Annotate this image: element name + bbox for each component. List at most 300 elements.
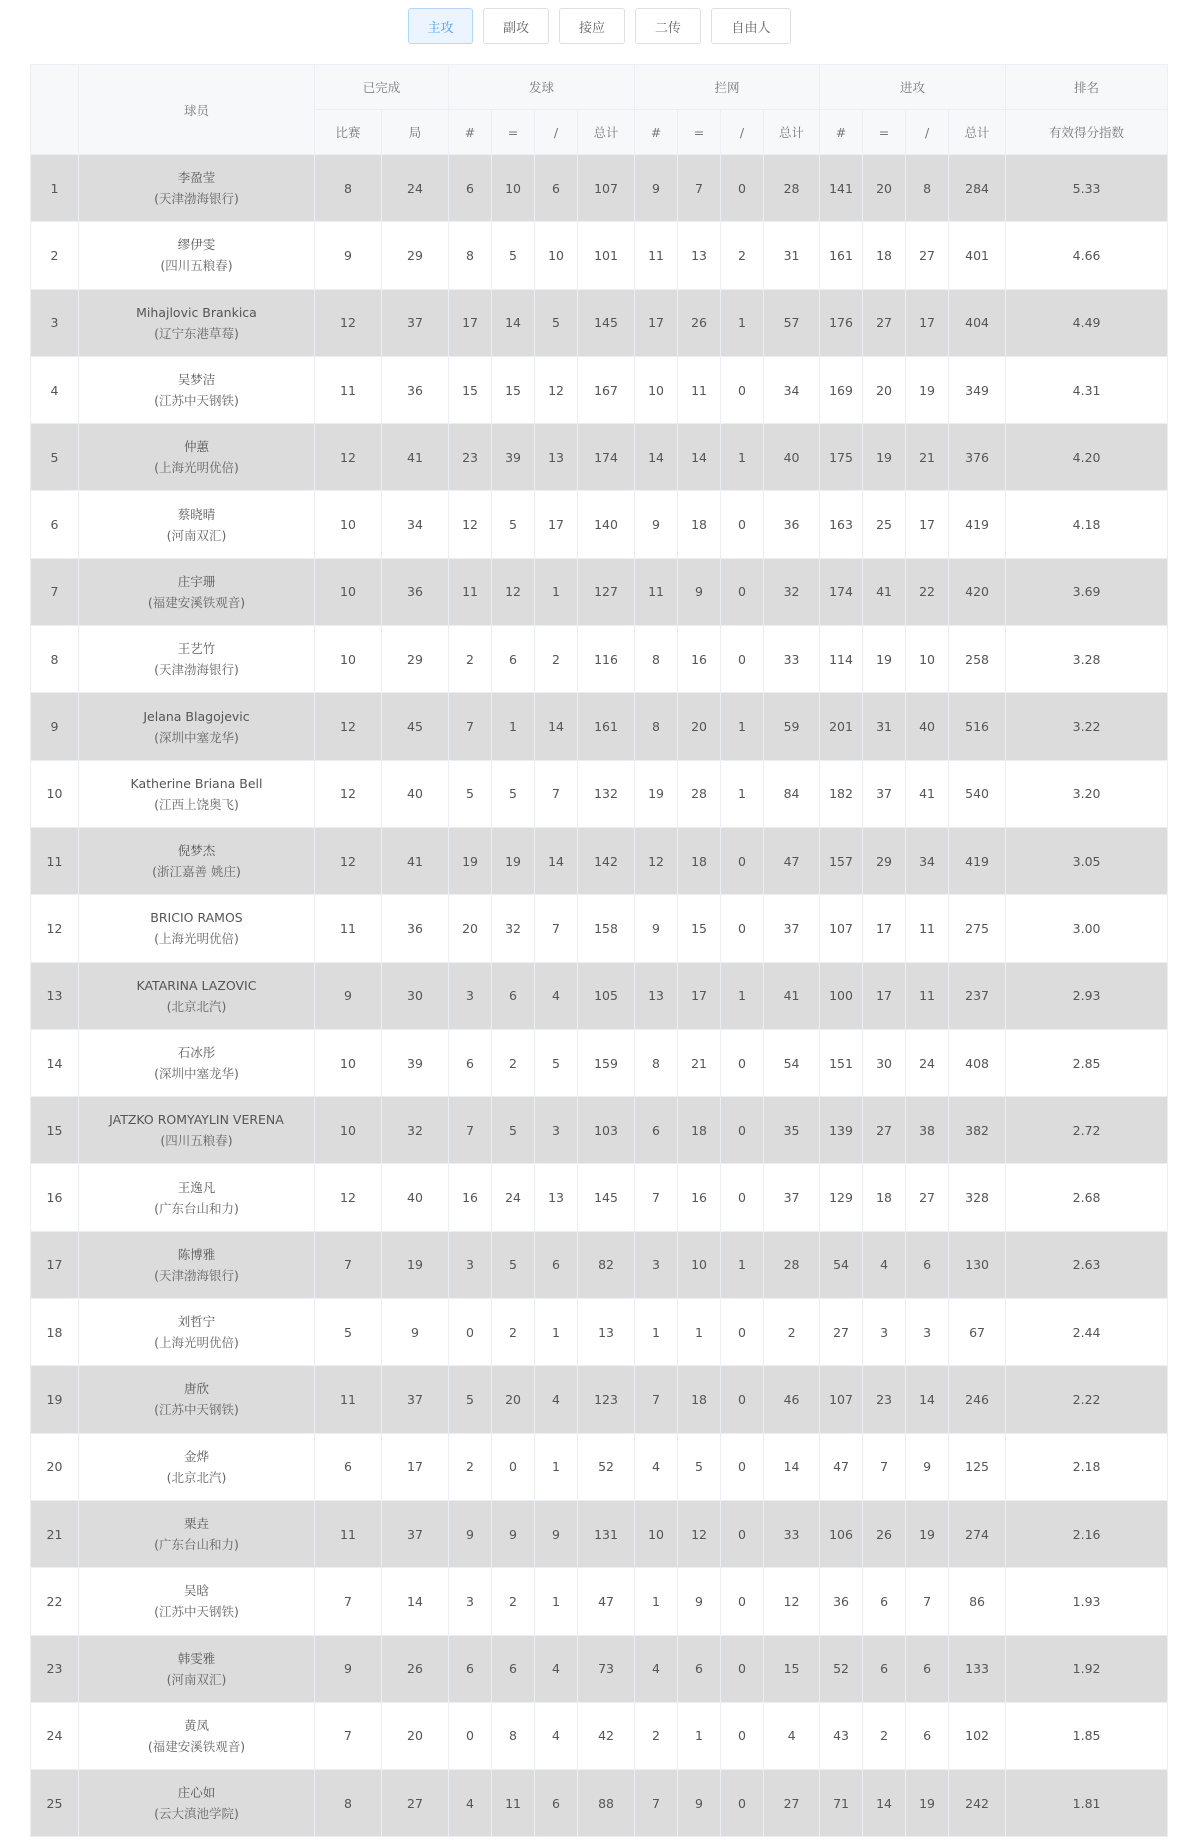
rank-cell: 13 <box>31 962 79 1029</box>
header-block-error: / <box>721 110 764 155</box>
attack-perfect-cell: 100 <box>820 962 863 1029</box>
rank-cell: 23 <box>31 1635 79 1702</box>
rank-cell: 5 <box>31 424 79 491</box>
block-equal-cell: 9 <box>678 1568 721 1635</box>
sets-cell: 30 <box>382 962 449 1029</box>
player-team: (江苏中天钢铁) <box>154 393 239 409</box>
block-total-cell: 47 <box>764 827 820 894</box>
attack-total-cell: 516 <box>949 693 1006 760</box>
player-cell <box>79 1097 315 1164</box>
player-cell <box>79 1770 315 1837</box>
serve-equal-cell: 5 <box>492 491 535 558</box>
serve-error-cell: 6 <box>535 1770 578 1837</box>
block-total-cell: 15 <box>764 1635 820 1702</box>
block-total-cell: 14 <box>764 1433 820 1500</box>
block-total-cell: 59 <box>764 693 820 760</box>
table-row <box>31 760 1168 827</box>
sets-cell: 37 <box>382 1366 449 1433</box>
rank-cell: 17 <box>31 1231 79 1298</box>
serve-total-cell: 13 <box>578 1299 635 1366</box>
rank-cell: 1 <box>31 155 79 222</box>
serve-total-cell: 132 <box>578 760 635 827</box>
serve-perfect-cell: 23 <box>449 424 492 491</box>
block-error-cell: 1 <box>721 1231 764 1298</box>
player-cell <box>79 1366 315 1433</box>
efficiency-index-cell: 2.93 <box>1006 962 1168 1029</box>
player-cell <box>79 1433 315 1500</box>
rank-cell: 9 <box>31 693 79 760</box>
attack-perfect-cell: 157 <box>820 827 863 894</box>
attack-total-cell: 86 <box>949 1568 1006 1635</box>
attack-equal-cell: 31 <box>863 693 906 760</box>
attack-error-cell: 24 <box>906 1029 949 1096</box>
attack-error-cell: 27 <box>906 1164 949 1231</box>
block-error-cell: 0 <box>721 895 764 962</box>
matches-cell: 11 <box>315 356 382 423</box>
serve-equal-cell: 14 <box>492 289 535 356</box>
serve-equal-cell: 2 <box>492 1568 535 1635</box>
attack-equal-cell: 6 <box>863 1568 906 1635</box>
serve-error-cell: 1 <box>535 1299 578 1366</box>
table-body <box>31 155 1168 1837</box>
sets-cell: 29 <box>382 222 449 289</box>
player-team: (江苏中天钢铁) <box>154 1604 239 1620</box>
serve-total-cell: 103 <box>578 1097 635 1164</box>
sets-cell: 41 <box>382 827 449 894</box>
serve-equal-cell: 2 <box>492 1029 535 1096</box>
attack-perfect-cell: 36 <box>820 1568 863 1635</box>
header-group-rank: 排名 <box>1006 65 1168 110</box>
table-row <box>31 827 1168 894</box>
block-total-cell: 28 <box>764 1231 820 1298</box>
player-team: (四川五粮春) <box>160 1133 233 1149</box>
player-team: (上海光明优倍) <box>154 931 239 947</box>
rank-cell: 14 <box>31 1029 79 1096</box>
attack-total-cell: 401 <box>949 222 1006 289</box>
sets-cell: 32 <box>382 1097 449 1164</box>
header-block-perfect: # <box>635 110 678 155</box>
matches-cell: 10 <box>315 1029 382 1096</box>
matches-cell: 12 <box>315 693 382 760</box>
block-perfect-cell: 9 <box>635 491 678 558</box>
player-team: (浙江嘉善 姚庄) <box>152 864 241 880</box>
block-error-cell: 0 <box>721 155 764 222</box>
efficiency-index-cell: 3.28 <box>1006 626 1168 693</box>
player-cell <box>79 1299 315 1366</box>
serve-total-cell: 142 <box>578 827 635 894</box>
player-team: (深圳中塞龙华) <box>154 729 239 745</box>
efficiency-index-cell: 2.44 <box>1006 1299 1168 1366</box>
serve-perfect-cell: 2 <box>449 626 492 693</box>
matches-cell: 9 <box>315 962 382 1029</box>
player-cell <box>79 626 315 693</box>
serve-equal-cell: 19 <box>492 827 535 894</box>
attack-equal-cell: 20 <box>863 155 906 222</box>
attack-equal-cell: 27 <box>863 1097 906 1164</box>
stats-table-container <box>30 64 1168 1837</box>
player-team: (福建安溪铁观音) <box>147 1738 246 1754</box>
block-equal-cell: 7 <box>678 155 721 222</box>
player-team: (江西上饶奥飞) <box>154 796 239 812</box>
player-team: (江苏中天钢铁) <box>154 1402 239 1418</box>
block-perfect-cell: 7 <box>635 1770 678 1837</box>
sets-cell: 36 <box>382 895 449 962</box>
attack-equal-cell: 23 <box>863 1366 906 1433</box>
player-name: 蔡晓晴 <box>177 506 216 522</box>
serve-error-cell: 5 <box>535 289 578 356</box>
matches-cell: 11 <box>315 1366 382 1433</box>
serve-perfect-cell: 7 <box>449 1097 492 1164</box>
rank-cell: 6 <box>31 491 79 558</box>
attack-equal-cell: 17 <box>863 895 906 962</box>
block-error-cell: 0 <box>721 558 764 625</box>
block-perfect-cell: 4 <box>635 1433 678 1500</box>
attack-total-cell: 102 <box>949 1702 1006 1769</box>
attack-equal-cell: 19 <box>863 626 906 693</box>
serve-error-cell: 6 <box>535 155 578 222</box>
block-error-cell: 0 <box>721 827 764 894</box>
player-team: (福建安溪铁观音) <box>147 594 246 610</box>
serve-equal-cell: 5 <box>492 1231 535 1298</box>
attack-error-cell: 3 <box>906 1299 949 1366</box>
attack-perfect-cell: 139 <box>820 1097 863 1164</box>
serve-error-cell: 14 <box>535 693 578 760</box>
tab-libero[interactable]: 自由人 <box>711 8 791 44</box>
block-total-cell: 33 <box>764 626 820 693</box>
header-group-completed: 已完成 <box>315 65 449 110</box>
attack-perfect-cell: 169 <box>820 356 863 423</box>
attack-error-cell: 21 <box>906 424 949 491</box>
serve-perfect-cell: 0 <box>449 1702 492 1769</box>
attack-perfect-cell: 201 <box>820 693 863 760</box>
block-perfect-cell: 8 <box>635 693 678 760</box>
player-name: Mihajlovic Brankica <box>136 304 257 320</box>
serve-equal-cell: 5 <box>492 222 535 289</box>
serve-perfect-cell: 6 <box>449 155 492 222</box>
serve-total-cell: 158 <box>578 895 635 962</box>
player-cell <box>79 962 315 1029</box>
player-cell <box>79 895 315 962</box>
serve-equal-cell: 1 <box>492 693 535 760</box>
header-serve-perfect: # <box>449 110 492 155</box>
player-cell <box>79 1164 315 1231</box>
player-cell <box>79 1635 315 1702</box>
serve-equal-cell: 32 <box>492 895 535 962</box>
block-total-cell: 40 <box>764 424 820 491</box>
header-matches: 比赛 <box>315 110 382 155</box>
player-cell <box>79 356 315 423</box>
tab-middle-blocker[interactable]: 副攻 <box>483 8 549 44</box>
rank-cell: 16 <box>31 1164 79 1231</box>
attack-error-cell: 7 <box>906 1568 949 1635</box>
block-equal-cell: 28 <box>678 760 721 827</box>
serve-error-cell: 10 <box>535 222 578 289</box>
player-team: (北京北汽) <box>166 1469 227 1485</box>
block-equal-cell: 9 <box>678 1770 721 1837</box>
serve-error-cell: 13 <box>535 424 578 491</box>
serve-total-cell: 105 <box>578 962 635 1029</box>
serve-total-cell: 131 <box>578 1500 635 1567</box>
serve-total-cell: 47 <box>578 1568 635 1635</box>
table-row <box>31 1097 1168 1164</box>
attack-total-cell: 274 <box>949 1500 1006 1567</box>
sets-cell: 41 <box>382 424 449 491</box>
attack-total-cell: 246 <box>949 1366 1006 1433</box>
attack-total-cell: 419 <box>949 491 1006 558</box>
rank-cell: 21 <box>31 1500 79 1567</box>
player-cell <box>79 155 315 222</box>
attack-error-cell: 38 <box>906 1097 949 1164</box>
block-equal-cell: 9 <box>678 558 721 625</box>
block-error-cell: 0 <box>721 1568 764 1635</box>
attack-perfect-cell: 161 <box>820 222 863 289</box>
serve-equal-cell: 39 <box>492 424 535 491</box>
block-error-cell: 1 <box>721 289 764 356</box>
player-team: (天津渤海银行) <box>154 191 239 207</box>
attack-perfect-cell: 107 <box>820 895 863 962</box>
serve-total-cell: 82 <box>578 1231 635 1298</box>
player-name: 庄心如 <box>177 1785 216 1801</box>
block-equal-cell: 21 <box>678 1029 721 1096</box>
player-name: 金烨 <box>183 1448 209 1464</box>
header-group-block: 拦网 <box>635 65 820 110</box>
serve-total-cell: 101 <box>578 222 635 289</box>
block-total-cell: 37 <box>764 1164 820 1231</box>
block-equal-cell: 16 <box>678 1164 721 1231</box>
header-serve-error: / <box>535 110 578 155</box>
matches-cell: 7 <box>315 1702 382 1769</box>
serve-error-cell: 4 <box>535 1635 578 1702</box>
sets-cell: 37 <box>382 1500 449 1567</box>
table-row <box>31 1299 1168 1366</box>
block-perfect-cell: 1 <box>635 1568 678 1635</box>
efficiency-index-cell: 2.85 <box>1006 1029 1168 1096</box>
block-error-cell: 0 <box>721 1635 764 1702</box>
tab-outside-hitter[interactable]: 主攻 <box>408 8 473 44</box>
attack-perfect-cell: 52 <box>820 1635 863 1702</box>
block-equal-cell: 26 <box>678 289 721 356</box>
block-error-cell: 0 <box>721 1433 764 1500</box>
matches-cell: 8 <box>315 155 382 222</box>
serve-error-cell: 2 <box>535 626 578 693</box>
attack-error-cell: 41 <box>906 760 949 827</box>
serve-perfect-cell: 17 <box>449 289 492 356</box>
attack-total-cell: 242 <box>949 1770 1006 1837</box>
serve-error-cell: 4 <box>535 962 578 1029</box>
attack-total-cell: 258 <box>949 626 1006 693</box>
table-row <box>31 1029 1168 1096</box>
attack-error-cell: 6 <box>906 1231 949 1298</box>
rank-cell: 25 <box>31 1770 79 1837</box>
block-error-cell: 0 <box>721 1500 764 1567</box>
player-team: (四川五粮春) <box>160 258 233 274</box>
serve-total-cell: 42 <box>578 1702 635 1769</box>
serve-equal-cell: 6 <box>492 626 535 693</box>
attack-perfect-cell: 114 <box>820 626 863 693</box>
sets-cell: 40 <box>382 1164 449 1231</box>
player-name: 李盈莹 <box>177 170 216 186</box>
serve-perfect-cell: 11 <box>449 558 492 625</box>
attack-error-cell: 40 <box>906 693 949 760</box>
serve-total-cell: 145 <box>578 289 635 356</box>
serve-perfect-cell: 6 <box>449 1635 492 1702</box>
matches-cell: 5 <box>315 1299 382 1366</box>
efficiency-index-cell: 3.20 <box>1006 760 1168 827</box>
block-equal-cell: 18 <box>678 491 721 558</box>
player-cell <box>79 760 315 827</box>
serve-total-cell: 88 <box>578 1770 635 1837</box>
table-row <box>31 1568 1168 1635</box>
attack-equal-cell: 25 <box>863 491 906 558</box>
attack-error-cell: 11 <box>906 895 949 962</box>
attack-equal-cell: 29 <box>863 827 906 894</box>
block-equal-cell: 1 <box>678 1299 721 1366</box>
player-team: (广东台山和力) <box>154 1537 239 1553</box>
efficiency-index-cell: 3.22 <box>1006 693 1168 760</box>
serve-perfect-cell: 3 <box>449 1231 492 1298</box>
block-perfect-cell: 11 <box>635 558 678 625</box>
serve-total-cell: 73 <box>578 1635 635 1702</box>
serve-total-cell: 167 <box>578 356 635 423</box>
serve-perfect-cell: 3 <box>449 962 492 1029</box>
serve-equal-cell: 5 <box>492 760 535 827</box>
block-total-cell: 28 <box>764 155 820 222</box>
player-name: 王艺竹 <box>177 641 216 657</box>
table-row <box>31 1500 1168 1567</box>
serve-equal-cell: 20 <box>492 1366 535 1433</box>
matches-cell: 10 <box>315 491 382 558</box>
player-cell <box>79 491 315 558</box>
player-team: (辽宁东港草莓) <box>154 325 239 341</box>
serve-equal-cell: 6 <box>492 962 535 1029</box>
table-row <box>31 424 1168 491</box>
block-perfect-cell: 4 <box>635 1635 678 1702</box>
attack-error-cell: 17 <box>906 491 949 558</box>
attack-total-cell: 130 <box>949 1231 1006 1298</box>
attack-total-cell: 284 <box>949 155 1006 222</box>
sets-cell: 17 <box>382 1433 449 1500</box>
tab-opposite[interactable]: 接应 <box>559 8 625 44</box>
attack-equal-cell: 26 <box>863 1500 906 1567</box>
block-total-cell: 33 <box>764 1500 820 1567</box>
serve-error-cell: 6 <box>535 1231 578 1298</box>
matches-cell: 9 <box>315 222 382 289</box>
tab-setter[interactable]: 二传 <box>635 8 701 44</box>
block-total-cell: 2 <box>764 1299 820 1366</box>
block-error-cell: 1 <box>721 760 764 827</box>
attack-total-cell: 275 <box>949 895 1006 962</box>
header-player: 球员 <box>79 65 315 155</box>
block-perfect-cell: 6 <box>635 1097 678 1164</box>
matches-cell: 12 <box>315 827 382 894</box>
serve-equal-cell: 2 <box>492 1299 535 1366</box>
serve-equal-cell: 0 <box>492 1433 535 1500</box>
attack-total-cell: 419 <box>949 827 1006 894</box>
rank-cell: 7 <box>31 558 79 625</box>
player-name: 石冰彤 <box>177 1045 216 1060</box>
block-error-cell: 1 <box>721 424 764 491</box>
attack-error-cell: 19 <box>906 1770 949 1837</box>
matches-cell: 7 <box>315 1568 382 1635</box>
block-total-cell: 46 <box>764 1366 820 1433</box>
efficiency-index-cell: 2.63 <box>1006 1231 1168 1298</box>
attack-error-cell: 22 <box>906 558 949 625</box>
block-error-cell: 1 <box>721 962 764 1029</box>
attack-error-cell: 10 <box>906 626 949 693</box>
serve-error-cell: 9 <box>535 1500 578 1567</box>
rank-cell: 15 <box>31 1097 79 1164</box>
block-error-cell: 0 <box>721 1029 764 1096</box>
block-error-cell: 0 <box>721 1702 764 1769</box>
matches-cell: 11 <box>315 1500 382 1567</box>
block-error-cell: 0 <box>721 1366 764 1433</box>
player-cell <box>79 1231 315 1298</box>
matches-cell: 10 <box>315 558 382 625</box>
efficiency-index-cell: 1.93 <box>1006 1568 1168 1635</box>
player-name: 陈博雅 <box>177 1246 216 1262</box>
attack-equal-cell: 41 <box>863 558 906 625</box>
serve-total-cell: 145 <box>578 1164 635 1231</box>
player-name: 庄宇珊 <box>177 573 216 589</box>
sets-cell: 14 <box>382 1568 449 1635</box>
table-row <box>31 1231 1168 1298</box>
matches-cell: 10 <box>315 1097 382 1164</box>
block-total-cell: 27 <box>764 1770 820 1837</box>
block-total-cell: 34 <box>764 356 820 423</box>
rank-cell: 4 <box>31 356 79 423</box>
table-row <box>31 895 1168 962</box>
block-total-cell: 36 <box>764 491 820 558</box>
serve-perfect-cell: 0 <box>449 1299 492 1366</box>
block-equal-cell: 5 <box>678 1433 721 1500</box>
attack-total-cell: 349 <box>949 356 1006 423</box>
serve-total-cell: 140 <box>578 491 635 558</box>
player-name: KATARINA LAZOVIC <box>136 977 257 993</box>
serve-total-cell: 52 <box>578 1433 635 1500</box>
block-equal-cell: 15 <box>678 895 721 962</box>
matches-cell: 10 <box>315 626 382 693</box>
player-cell <box>79 1029 315 1096</box>
sets-cell: 29 <box>382 626 449 693</box>
efficiency-index-cell: 4.31 <box>1006 356 1168 423</box>
attack-total-cell: 133 <box>949 1635 1006 1702</box>
attack-perfect-cell: 106 <box>820 1500 863 1567</box>
attack-equal-cell: 18 <box>863 1164 906 1231</box>
serve-equal-cell: 11 <box>492 1770 535 1837</box>
efficiency-index-cell: 2.18 <box>1006 1433 1168 1500</box>
efficiency-index-cell: 5.33 <box>1006 155 1168 222</box>
player-team: (上海光明优倍) <box>154 460 239 476</box>
attack-error-cell: 14 <box>906 1366 949 1433</box>
player-team: (云大滇池学院) <box>154 1806 239 1822</box>
matches-cell: 7 <box>315 1231 382 1298</box>
serve-error-cell: 4 <box>535 1366 578 1433</box>
header-attack-perfect: # <box>820 110 863 155</box>
serve-perfect-cell: 2 <box>449 1433 492 1500</box>
efficiency-index-cell: 1.85 <box>1006 1702 1168 1769</box>
rank-cell: 20 <box>31 1433 79 1500</box>
matches-cell: 12 <box>315 1164 382 1231</box>
block-total-cell: 54 <box>764 1029 820 1096</box>
player-team: (北京北汽) <box>166 998 227 1014</box>
block-equal-cell: 6 <box>678 1635 721 1702</box>
player-team: (上海光明优倍) <box>154 1335 239 1351</box>
block-total-cell: 84 <box>764 760 820 827</box>
rank-cell: 3 <box>31 289 79 356</box>
efficiency-index-cell: 4.20 <box>1006 424 1168 491</box>
header-serve-equal: = <box>492 110 535 155</box>
serve-equal-cell: 15 <box>492 356 535 423</box>
